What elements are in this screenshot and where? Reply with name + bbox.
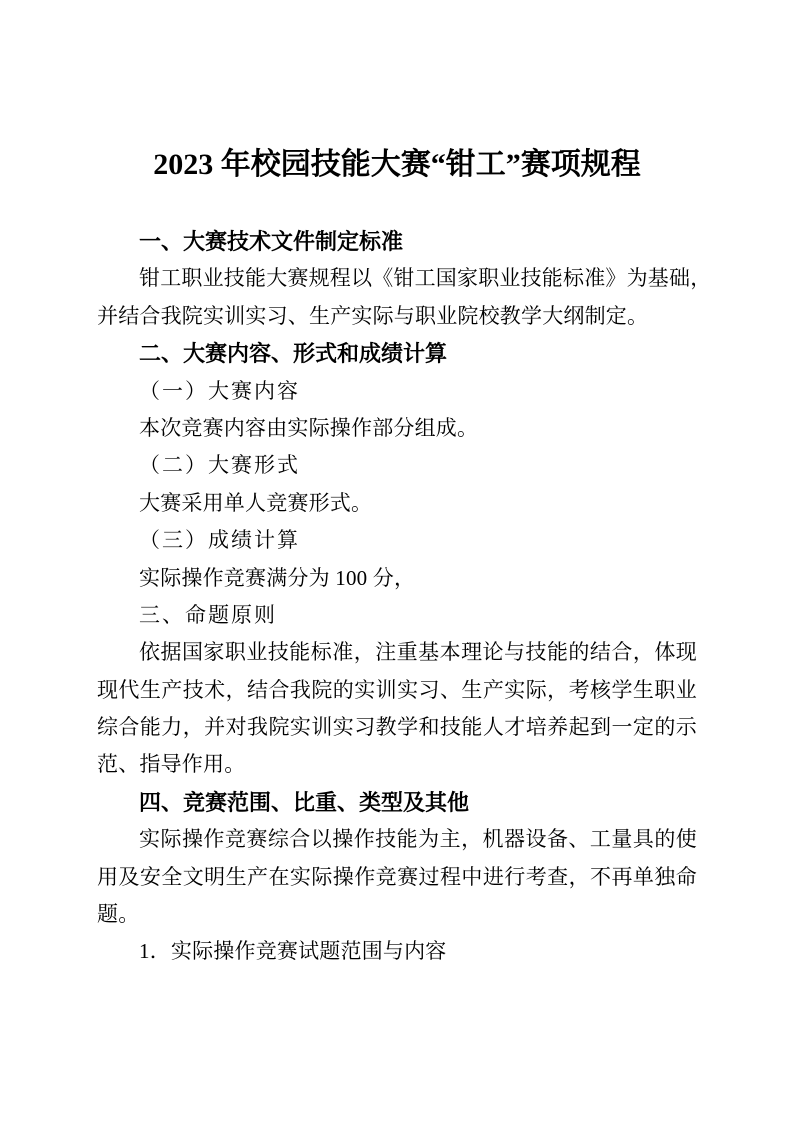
section-heading: 二、大赛内容、形式和成绩计算 bbox=[139, 341, 448, 367]
paragraph-line: 实际操作竞赛综合以操作技能为主，机器设备、工量具的使 bbox=[139, 827, 697, 852]
subsection-heading: （二）大赛形式 bbox=[139, 453, 300, 478]
paragraph-line: 1．实际操作竞赛试题范围与内容 bbox=[139, 939, 447, 964]
paragraph-line: 并结合我院实训实习、生产实际与职业院校教学大纲制定。 bbox=[97, 303, 649, 328]
paragraph-line: 钳工职业技能大赛规程以《钳工国家职业技能标准》为基础， bbox=[139, 266, 712, 291]
subsection-heading: （一）大赛内容 bbox=[139, 378, 300, 403]
paragraph-line: 综合能力，并对我院实训实习教学和技能人才培养起到一定的示 bbox=[97, 715, 697, 740]
paragraph-line: 本次竞赛内容由实际操作部分组成。 bbox=[139, 415, 479, 440]
section-heading: 四、竞赛范围、比重、类型及其他 bbox=[139, 789, 470, 815]
paragraph-line: 实际操作竞赛满分为 100 分， bbox=[139, 565, 416, 590]
paragraph-line: 依据国家职业技能标准，注重基本理论与技能的结合，体现 bbox=[139, 640, 697, 665]
section-heading: 一、大赛技术文件制定标准 bbox=[139, 229, 404, 254]
paragraph-line: 现代生产技术，结合我院的实训实习、生产实际，考核学生职业 bbox=[97, 677, 697, 702]
paragraph-line: 范、指导作用。 bbox=[97, 752, 246, 777]
document-body bbox=[97, 223, 712, 971]
paragraph-line: 用及安全文明生产在实际操作竞赛过程中进行考查，不再单独命 bbox=[97, 864, 697, 889]
paragraph-line: 题。 bbox=[97, 902, 140, 927]
paragraph-line: 大赛采用单人竞赛形式。 bbox=[139, 490, 373, 515]
subsection-heading: 三、命题原则 bbox=[139, 602, 277, 627]
document-title: 2023 年校园技能大赛“钳工”赛项规程 bbox=[153, 148, 641, 181]
subsection-heading: （三）成绩计算 bbox=[139, 528, 300, 553]
document-content bbox=[97, 0, 712, 971]
